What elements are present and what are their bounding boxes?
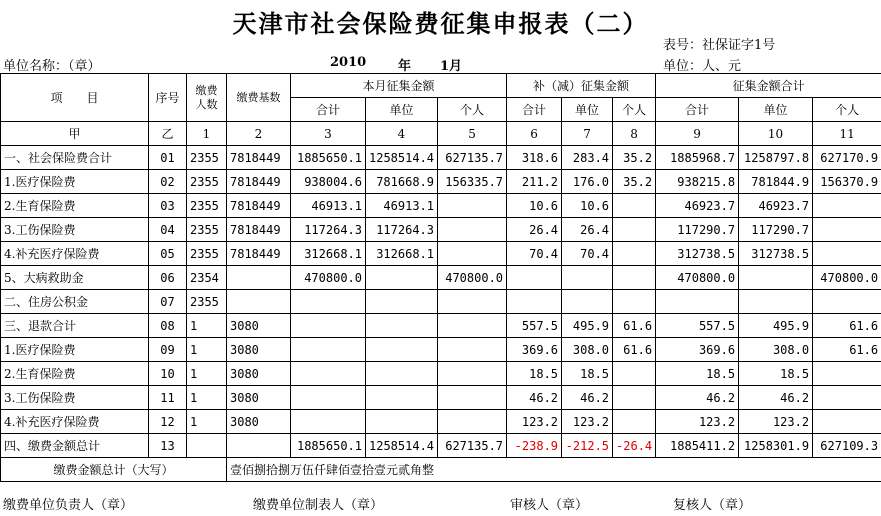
month-unit-cell: 781668.9 <box>366 170 438 194</box>
item-name-cell: 2.生育保险费 <box>1 194 149 218</box>
adjust-personal-cell <box>613 290 656 314</box>
adjust-unit-cell: -212.5 <box>562 434 613 458</box>
adjust-total-cell: 46.2 <box>507 386 562 410</box>
header-item: 项 目 <box>1 74 149 122</box>
month-unit-cell: 1258514.4 <box>366 146 438 170</box>
table-row <box>1 410 881 434</box>
code-cell: 2 <box>227 122 291 146</box>
grand-unit-cell: 46923.7 <box>739 194 813 218</box>
adjust-unit-cell: 46.2 <box>562 386 613 410</box>
persons-cell: 2355 <box>187 290 227 314</box>
base-cell: 7818449 <box>227 194 291 218</box>
month-total-cell: 470800.0 <box>291 266 366 290</box>
seq-cell: 01 <box>149 146 187 170</box>
table-row <box>1 218 881 242</box>
item-name-cell: 3.工伤保险费 <box>1 386 149 410</box>
grand-unit-cell: 1258301.9 <box>739 434 813 458</box>
adjust-unit-cell: 495.9 <box>562 314 613 338</box>
item-name-cell: 一、社会保险费合计 <box>1 146 149 170</box>
sub-month-total: 合计 <box>291 98 366 122</box>
sub-adjust-unit: 单位 <box>562 98 613 122</box>
item-name-cell: 四、缴费金额总计 <box>1 434 149 458</box>
item-name-cell: 三、退款合计 <box>1 314 149 338</box>
code-cell: 6 <box>507 122 562 146</box>
grand-personal-cell <box>813 218 881 242</box>
code-cell: 9 <box>656 122 739 146</box>
grand-personal-cell: 61.6 <box>813 338 881 362</box>
month-personal-cell: 470800.0 <box>438 266 507 290</box>
persons-cell: 1 <box>187 410 227 434</box>
code-row <box>1 122 881 146</box>
month-total-cell <box>291 290 366 314</box>
month-unit-cell: 117264.3 <box>366 218 438 242</box>
grand-total-cell: 123.2 <box>656 410 739 434</box>
seq-cell: 05 <box>149 242 187 266</box>
preparer-signature-label: 缴费单位制表人（章） <box>253 498 384 513</box>
base-cell: 7818449 <box>227 218 291 242</box>
adjust-total-cell <box>507 290 562 314</box>
grand-total-cell: 312738.5 <box>656 242 739 266</box>
grand-personal-cell <box>813 194 881 218</box>
grand-personal-cell <box>813 386 881 410</box>
month-unit-cell <box>366 266 438 290</box>
capital-amount-value: 壹佰捌拾捌万伍仟肆佰壹拾壹元贰角整 <box>227 458 881 482</box>
code-cell: 8 <box>613 122 656 146</box>
grand-unit-cell: 308.0 <box>739 338 813 362</box>
month-personal-cell: 627135.7 <box>438 434 507 458</box>
month-unit-cell <box>366 410 438 434</box>
month-unit-cell <box>366 338 438 362</box>
adjust-personal-cell <box>613 194 656 218</box>
item-name-cell: 3.工伤保险费 <box>1 218 149 242</box>
grand-personal-cell: 156370.9 <box>813 170 881 194</box>
base-cell: 3080 <box>227 410 291 434</box>
grand-unit-cell: 46.2 <box>739 386 813 410</box>
rechecker-signature-label: 复核人（章） <box>673 498 752 513</box>
adjust-total-cell: 318.6 <box>507 146 562 170</box>
sub-grand-unit: 单位 <box>739 98 813 122</box>
code-cell: 甲 <box>1 122 149 146</box>
month-unit-cell: 312668.1 <box>366 242 438 266</box>
adjust-total-cell: 369.6 <box>507 338 562 362</box>
table-row <box>1 266 881 290</box>
header-total-amount: 征集金额合计 <box>656 74 881 98</box>
base-cell: 7818449 <box>227 242 291 266</box>
code-cell: 3 <box>291 122 366 146</box>
table-row <box>1 362 881 386</box>
grand-total-cell: 470800.0 <box>656 266 739 290</box>
sub-grand-total: 合计 <box>656 98 739 122</box>
adjust-total-cell: 123.2 <box>507 410 562 434</box>
currency-unit: 单位：人、元 <box>663 59 742 74</box>
table-row <box>1 386 881 410</box>
adjust-unit-cell: 70.4 <box>562 242 613 266</box>
grand-total-cell: 1885411.2 <box>656 434 739 458</box>
month-personal-cell <box>438 242 507 266</box>
adjust-unit-cell <box>562 266 613 290</box>
adjust-personal-cell <box>613 242 656 266</box>
seq-cell: 09 <box>149 338 187 362</box>
header-base: 缴费基数 <box>227 74 291 122</box>
table-row <box>1 242 881 266</box>
grand-unit-cell: 18.5 <box>739 362 813 386</box>
adjust-total-cell: -238.9 <box>507 434 562 458</box>
grand-personal-cell: 627170.9 <box>813 146 881 170</box>
code-cell: 1 <box>187 122 227 146</box>
month-total-cell: 938004.6 <box>291 170 366 194</box>
month-personal-cell: 156335.7 <box>438 170 507 194</box>
item-name-cell: 1.医疗保险费 <box>1 170 149 194</box>
sub-month-personal: 个人 <box>438 98 507 122</box>
base-cell: 7818449 <box>227 170 291 194</box>
month-unit-cell <box>366 290 438 314</box>
code-cell: 乙 <box>149 122 187 146</box>
adjust-personal-cell: 61.6 <box>613 314 656 338</box>
item-name-cell: 2.生育保险费 <box>1 362 149 386</box>
capital-amount-label: 缴费金额总计（大写） <box>1 458 227 482</box>
month-total-cell <box>291 386 366 410</box>
grand-unit-cell <box>739 290 813 314</box>
adjust-personal-cell <box>613 410 656 434</box>
code-cell: 10 <box>739 122 813 146</box>
adjust-unit-cell: 123.2 <box>562 410 613 434</box>
base-cell: 7818449 <box>227 146 291 170</box>
seq-cell: 03 <box>149 194 187 218</box>
base-cell: 3080 <box>227 362 291 386</box>
persons-cell: 1 <box>187 362 227 386</box>
unit-name-label: 单位名称：（章） <box>3 59 101 74</box>
month-total-cell: 312668.1 <box>291 242 366 266</box>
persons-cell: 2355 <box>187 146 227 170</box>
adjust-personal-cell <box>613 362 656 386</box>
persons-cell: 2355 <box>187 242 227 266</box>
year-label: 年 <box>398 59 412 74</box>
grand-unit-cell <box>739 266 813 290</box>
month-personal-cell <box>438 410 507 434</box>
base-cell: 3080 <box>227 314 291 338</box>
base-cell <box>227 266 291 290</box>
grand-unit-cell: 1258797.8 <box>739 146 813 170</box>
grand-total-cell: 938215.8 <box>656 170 739 194</box>
base-cell: 3080 <box>227 386 291 410</box>
month-total-cell: 46913.1 <box>291 194 366 218</box>
month-total-cell <box>291 338 366 362</box>
adjust-personal-cell: 35.2 <box>613 170 656 194</box>
adjust-personal-cell: -26.4 <box>613 434 656 458</box>
reviewer-signature-label: 审核人（章） <box>510 498 589 513</box>
month-unit-cell <box>366 314 438 338</box>
report-title: 天津市社会保险费征集申报表（二） <box>232 9 649 38</box>
seq-cell: 07 <box>149 290 187 314</box>
sub-adjust-personal: 个人 <box>613 98 656 122</box>
month-personal-cell: 627135.7 <box>438 146 507 170</box>
base-cell <box>227 434 291 458</box>
form-number: 表号：社保证字1号 <box>663 38 776 53</box>
seq-cell: 02 <box>149 170 187 194</box>
month-unit-cell: 46913.1 <box>366 194 438 218</box>
header-persons: 缴费人数 <box>187 74 227 122</box>
adjust-unit-cell: 283.4 <box>562 146 613 170</box>
grand-unit-cell: 123.2 <box>739 410 813 434</box>
month-total-cell <box>291 314 366 338</box>
grand-total-cell: 557.5 <box>656 314 739 338</box>
grand-total-cell: 369.6 <box>656 338 739 362</box>
persons-cell: 2354 <box>187 266 227 290</box>
adjust-unit-cell: 308.0 <box>562 338 613 362</box>
grand-personal-cell <box>813 290 881 314</box>
persons-cell: 1 <box>187 386 227 410</box>
month-unit-cell: 1258514.4 <box>366 434 438 458</box>
header-seq: 序号 <box>149 74 187 122</box>
grand-total-cell: 46923.7 <box>656 194 739 218</box>
item-name-cell: 4.补充医疗保险费 <box>1 410 149 434</box>
grand-total-cell: 46.2 <box>656 386 739 410</box>
persons-cell: 1 <box>187 314 227 338</box>
month-total-cell: 1885650.1 <box>291 146 366 170</box>
month-total-cell: 117264.3 <box>291 218 366 242</box>
month-unit-cell <box>366 386 438 410</box>
month-personal-cell <box>438 290 507 314</box>
table-row <box>1 434 881 458</box>
month-personal-cell <box>438 194 507 218</box>
adjust-unit-cell <box>562 290 613 314</box>
month-total-cell <box>291 410 366 434</box>
seq-cell: 04 <box>149 218 187 242</box>
persons-cell <box>187 434 227 458</box>
table-row <box>1 290 881 314</box>
month-personal-cell <box>438 386 507 410</box>
seq-cell: 12 <box>149 410 187 434</box>
grand-unit-cell: 495.9 <box>739 314 813 338</box>
sub-grand-personal: 个人 <box>813 98 881 122</box>
adjust-personal-cell: 35.2 <box>613 146 656 170</box>
header-row-1 <box>1 74 881 98</box>
month-total-cell <box>291 362 366 386</box>
grand-total-cell: 117290.7 <box>656 218 739 242</box>
adjust-total-cell: 18.5 <box>507 362 562 386</box>
capital-amount-row <box>1 458 881 482</box>
adjust-total-cell: 211.2 <box>507 170 562 194</box>
adjust-total-cell: 70.4 <box>507 242 562 266</box>
month-personal-cell <box>438 314 507 338</box>
adjust-total-cell <box>507 266 562 290</box>
sub-month-unit: 单位 <box>366 98 438 122</box>
sub-adjust-total: 合计 <box>507 98 562 122</box>
grand-total-cell: 1885968.7 <box>656 146 739 170</box>
table-row <box>1 338 881 362</box>
report-table <box>0 73 881 482</box>
table-row <box>1 194 881 218</box>
adjust-unit-cell: 10.6 <box>562 194 613 218</box>
grand-personal-cell <box>813 410 881 434</box>
report-year: 2010 <box>330 55 367 70</box>
grand-unit-cell: 312738.5 <box>739 242 813 266</box>
header-month-amount: 本月征集金额 <box>291 74 507 98</box>
month-personal-cell <box>438 362 507 386</box>
persons-cell: 2355 <box>187 194 227 218</box>
seq-cell: 08 <box>149 314 187 338</box>
adjust-personal-cell <box>613 266 656 290</box>
table-row <box>1 170 881 194</box>
grand-personal-cell <box>813 362 881 386</box>
grand-personal-cell: 627109.3 <box>813 434 881 458</box>
seq-cell: 13 <box>149 434 187 458</box>
grand-total-cell <box>656 290 739 314</box>
adjust-personal-cell: 61.6 <box>613 338 656 362</box>
item-name-cell: 4.补充医疗保险费 <box>1 242 149 266</box>
grand-personal-cell <box>813 242 881 266</box>
month-personal-cell <box>438 338 507 362</box>
grand-total-cell: 18.5 <box>656 362 739 386</box>
code-cell: 7 <box>562 122 613 146</box>
grand-unit-cell: 781844.9 <box>739 170 813 194</box>
persons-cell: 2355 <box>187 218 227 242</box>
month-total-cell: 1885650.1 <box>291 434 366 458</box>
code-cell: 5 <box>438 122 507 146</box>
month-personal-cell <box>438 218 507 242</box>
table-row <box>1 314 881 338</box>
seq-cell: 11 <box>149 386 187 410</box>
month-unit-cell <box>366 362 438 386</box>
adjust-personal-cell <box>613 386 656 410</box>
grand-personal-cell: 61.6 <box>813 314 881 338</box>
persons-cell: 2355 <box>187 170 227 194</box>
grand-unit-cell: 117290.7 <box>739 218 813 242</box>
adjust-unit-cell: 176.0 <box>562 170 613 194</box>
grand-personal-cell: 470800.0 <box>813 266 881 290</box>
item-name-cell: 5、大病救助金 <box>1 266 149 290</box>
base-cell <box>227 290 291 314</box>
code-cell: 4 <box>366 122 438 146</box>
item-name-cell: 二、住房公积金 <box>1 290 149 314</box>
adjust-total-cell: 10.6 <box>507 194 562 218</box>
base-cell: 3080 <box>227 338 291 362</box>
principal-signature-label: 缴费单位负责人（章） <box>3 498 134 513</box>
adjust-unit-cell: 26.4 <box>562 218 613 242</box>
adjust-personal-cell <box>613 218 656 242</box>
report-month: 1月 <box>440 59 463 74</box>
seq-cell: 10 <box>149 362 187 386</box>
adjust-unit-cell: 18.5 <box>562 362 613 386</box>
adjust-total-cell: 557.5 <box>507 314 562 338</box>
persons-cell: 1 <box>187 338 227 362</box>
header-adjust-amount: 补（减）征集金额 <box>507 74 656 98</box>
seq-cell: 06 <box>149 266 187 290</box>
adjust-total-cell: 26.4 <box>507 218 562 242</box>
table-row <box>1 146 881 170</box>
item-name-cell: 1.医疗保险费 <box>1 338 149 362</box>
code-cell: 11 <box>813 122 881 146</box>
